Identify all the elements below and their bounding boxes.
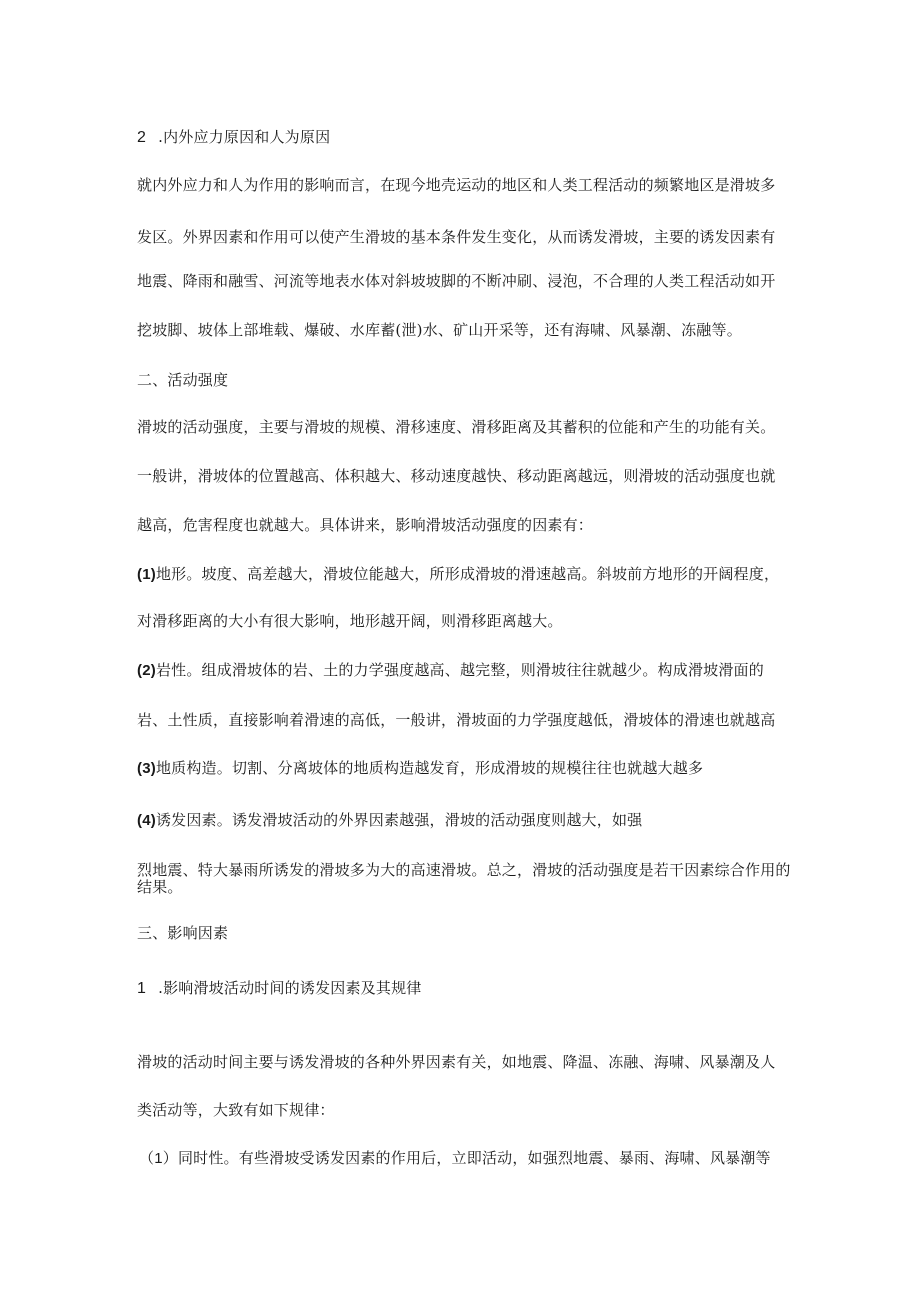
list-item-number: (4)	[137, 812, 156, 829]
paragraph-line: 滑坡的活动时间主要与诱发滑坡的各种外界因素有关，如地震、降温、冻融、海啸、风暴潮及人	[137, 1053, 776, 1071]
subheading-text: .内外应力原因和人为原因	[158, 128, 331, 146]
section-heading: 三、影响因素	[137, 924, 229, 942]
paragraph-line: 一般讲，滑坡体的位置越高、体积越大、移动速度越快、移动距离越远，则滑坡的活动强度也就	[137, 467, 776, 485]
paragraph-line: 越高，危害程度也就越大。具体讲来，影响滑坡活动强度的因素有：	[137, 516, 594, 534]
section-heading: 二、活动强度	[137, 371, 229, 389]
paragraph-line: 岩、土性质，直接影响着滑速的高低，一般讲，滑坡面的力学强度越低，滑坡体的滑速也就越高	[137, 711, 776, 729]
list-item-same-time	[139, 1149, 799, 1168]
list-item-number: (1)	[137, 566, 156, 583]
paragraph-line: 地震、降雨和融雪、河流等地表水体对斜坡坡脚的不断冲刷、浸泡，不合理的人类工程活动如开	[137, 272, 776, 290]
paragraph-line: 类活动等，大致有如下规律：	[137, 1101, 335, 1119]
list-item-text: 地形。坡度、高差越大，滑坡位能越大，所形成滑坡的滑速越高。斜坡前方地形的开阔程度，	[155, 565, 780, 583]
list-item-number: (3)	[137, 760, 156, 777]
list-item-2	[137, 661, 797, 680]
list-item-text: 诱发因素。诱发滑坡活动的外界因素越强，滑坡的活动强度则越大，如强	[155, 811, 643, 829]
list-item-text: 同时性。有些滑坡受诱发因素的作用后，立即活动，如强烈地震、暴雨、海啸、风暴潮等	[177, 1149, 771, 1167]
list-item-4	[137, 811, 797, 830]
paragraph-line: 挖坡脚、坡体上部堆载、爆破、水库蓄(泄)水、矿山开采等，还有海啸、风暴潮、冻融等。	[137, 321, 742, 339]
list-item-3	[137, 759, 797, 778]
subheading-number: 1	[137, 980, 147, 997]
paragraph-line: 就内外应力和人为作用的影响而言，在现今地壳运动的地区和人类工程活动的频繁地区是滑坡多	[137, 176, 776, 194]
subheading-2	[137, 128, 797, 147]
list-item-number: （1）	[139, 1150, 178, 1167]
paragraph-line: 发区。外界因素和作用可以使产生滑坡的基本条件发生变化，从而诱发滑坡，主要的诱发因素有	[137, 228, 776, 246]
list-item-text: 岩性。组成滑坡体的岩、土的力学强度越高、越完整，则滑坡往往就越少。构成滑坡滑面的	[155, 661, 764, 679]
subheading-text: .影响滑坡活动时间的诱发因素及其规律	[158, 979, 422, 997]
list-item-number: (2)	[137, 662, 156, 679]
list-item-text: 地质构造。切割、分离坡体的地质构造越发育，形成滑坡的规模往往也就越大越多	[155, 759, 704, 777]
subheading-number: 2	[137, 129, 147, 146]
paragraph-line: 对滑移距离的大小有很大影响，地形越开阔，则滑移距离越大。	[137, 612, 563, 630]
paragraph-wrapped: 烈地震、特大暴雨所诱发的滑坡多为大的高速滑坡。总之，滑坡的活动强度是若干因素综合作用的结果。	[137, 861, 791, 896]
paragraph-line: 滑坡的活动强度，主要与滑坡的规模、滑移速度、滑移距离及其蓄积的位能和产生的功能有关。	[137, 418, 776, 436]
list-item-1	[137, 565, 797, 584]
subheading-1	[137, 979, 797, 998]
